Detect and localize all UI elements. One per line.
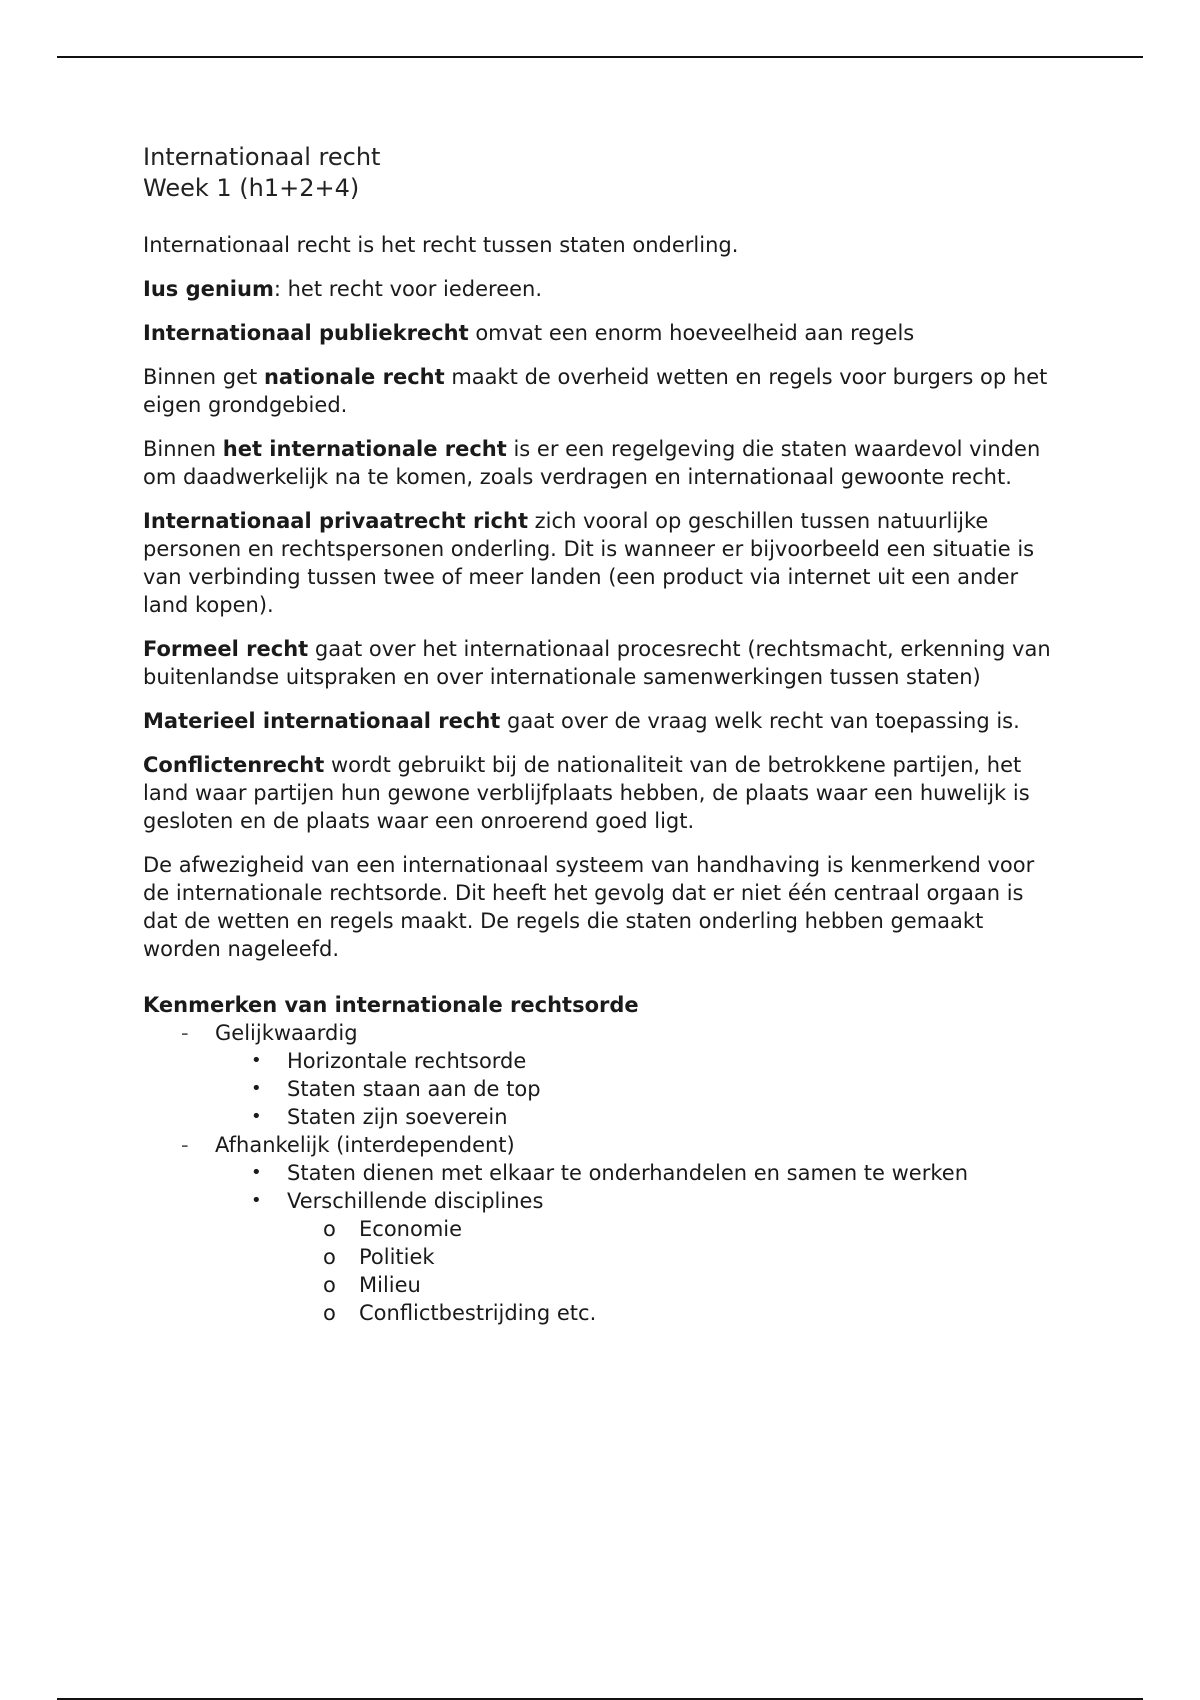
paragraph-ius-genium: Ius genium: het recht voor iedereen. <box>143 277 543 301</box>
title-block <box>143 142 1063 204</box>
list-item-label: Staten dienen met elkaar te onderhandelen en samen te werken <box>287 1161 969 1185</box>
list-item-label: Milieu <box>359 1273 421 1297</box>
dash-marker: - <box>181 1021 189 1045</box>
term-bold: Ius genium <box>143 277 274 301</box>
bullet-marker: • <box>251 1190 262 1211</box>
term-bold: nationale recht <box>263 365 445 389</box>
paragraph-publiekrecht: Internationaal publiekrecht omvat een enorm hoeveelheid aan regels <box>143 321 915 345</box>
list-item-label: Horizontale rechtsorde <box>287 1049 527 1073</box>
term-bold: Internationaal publiekrecht <box>143 321 469 345</box>
sub-list <box>215 1159 1063 1327</box>
sub-list <box>215 1047 1063 1131</box>
list-item <box>287 1271 1063 1299</box>
term-bold: Internationaal privaatrecht richt <box>143 509 528 533</box>
document-body <box>143 142 1063 1327</box>
paragraph-internationale-recht: Binnen het internationale recht is er een regelgeving die staten waardevol vinden om daadwerkelijk na te komen, zoals verdragen en internationaal gewoonte recht. <box>143 437 1041 489</box>
list-item-label: Gelijkwaardig <box>215 1021 358 1045</box>
document-title: Internationaal recht <box>143 143 381 171</box>
list-item-label: Staten staan aan de top <box>287 1077 541 1101</box>
sub-sub-list <box>287 1215 1063 1327</box>
list-item <box>143 1131 1063 1327</box>
circle-marker: o <box>323 1245 336 1269</box>
header-rule <box>57 56 1143 58</box>
list-item <box>215 1187 1063 1327</box>
bullet-marker: • <box>251 1106 262 1127</box>
term-bold: Conflictenrecht <box>143 753 325 777</box>
term-bold: het internationale recht <box>222 437 507 461</box>
list-item-label: Staten zijn soeverein <box>287 1105 508 1129</box>
circle-marker: o <box>323 1217 336 1241</box>
paragraph-intro: Internationaal recht is het recht tussen staten onderling. <box>143 233 739 257</box>
paragraph-formeel-recht: Formeel recht gaat over het internationaal procesrecht (rechtsmacht, erkenning van buitenlandse uitspraken en over internationale samenwerkingen tussen staten) <box>143 637 1051 689</box>
paragraph-materieel-recht: Materieel internationaal recht gaat over de vraag welk recht van toepassing is. <box>143 709 1020 733</box>
document-subtitle: Week 1 (h1+2+4) <box>143 174 360 202</box>
bullet-marker: • <box>251 1050 262 1071</box>
bullet-marker: • <box>251 1162 262 1183</box>
list-item <box>143 1019 1063 1131</box>
list-item <box>287 1243 1063 1271</box>
list-item <box>287 1215 1063 1243</box>
paragraph-handhaving: De afwezigheid van een internationaal systeem van handhaving is kenmerkend voor de internationale rechtsorde. Dit heeft het gevolg dat er niet één centraal orgaan is dat de wetten en regels maakt. De regels die staten onderling hebben gemaakt worden nageleefd. <box>143 853 1035 961</box>
paragraph-conflictenrecht: Conflictenrecht wordt gebruikt bij de nationaliteit van de betrokkene partijen, het land waar partijen hun gewone verblijfplaats hebben, de plaats waar een huwelijk is gesloten en de plaats waar een onroerend goed ligt. <box>143 753 1030 833</box>
list-item-label: Verschillende disciplines <box>287 1189 544 1213</box>
circle-marker: o <box>323 1273 336 1297</box>
bullet-marker: • <box>251 1078 262 1099</box>
list-item <box>215 1075 1063 1103</box>
list-item <box>287 1299 1063 1327</box>
list-item-label: Afhankelijk (interdependent) <box>215 1133 515 1157</box>
list-item <box>215 1159 1063 1187</box>
term-bold: Materieel internationaal recht <box>143 709 501 733</box>
paragraph-nationale-recht: Binnen get nationale recht maakt de overheid wetten en regels voor burgers op het eigen grondgebied. <box>143 365 1048 417</box>
paragraph-privaatrecht: Internationaal privaatrecht richt zich vooral op geschillen tussen natuurlijke personen en rechtspersonen onderling. Dit is wanneer er bijvoorbeeld een situatie is van verbinding tussen twee of meer landen (een product via internet uit een ander land kopen). <box>143 509 1035 617</box>
term-bold: Formeel recht <box>143 637 309 661</box>
list-item-label: Conflictbestrijding etc. <box>359 1301 597 1325</box>
list-item <box>215 1103 1063 1131</box>
list-item-label: Politiek <box>359 1245 435 1269</box>
circle-marker: o <box>323 1301 336 1325</box>
characteristics-list <box>143 1019 1063 1327</box>
dash-marker: - <box>181 1133 189 1157</box>
list-item-label: Economie <box>359 1217 463 1241</box>
list-item <box>215 1047 1063 1075</box>
section-heading: Kenmerken van internationale rechtsorde <box>143 993 639 1017</box>
